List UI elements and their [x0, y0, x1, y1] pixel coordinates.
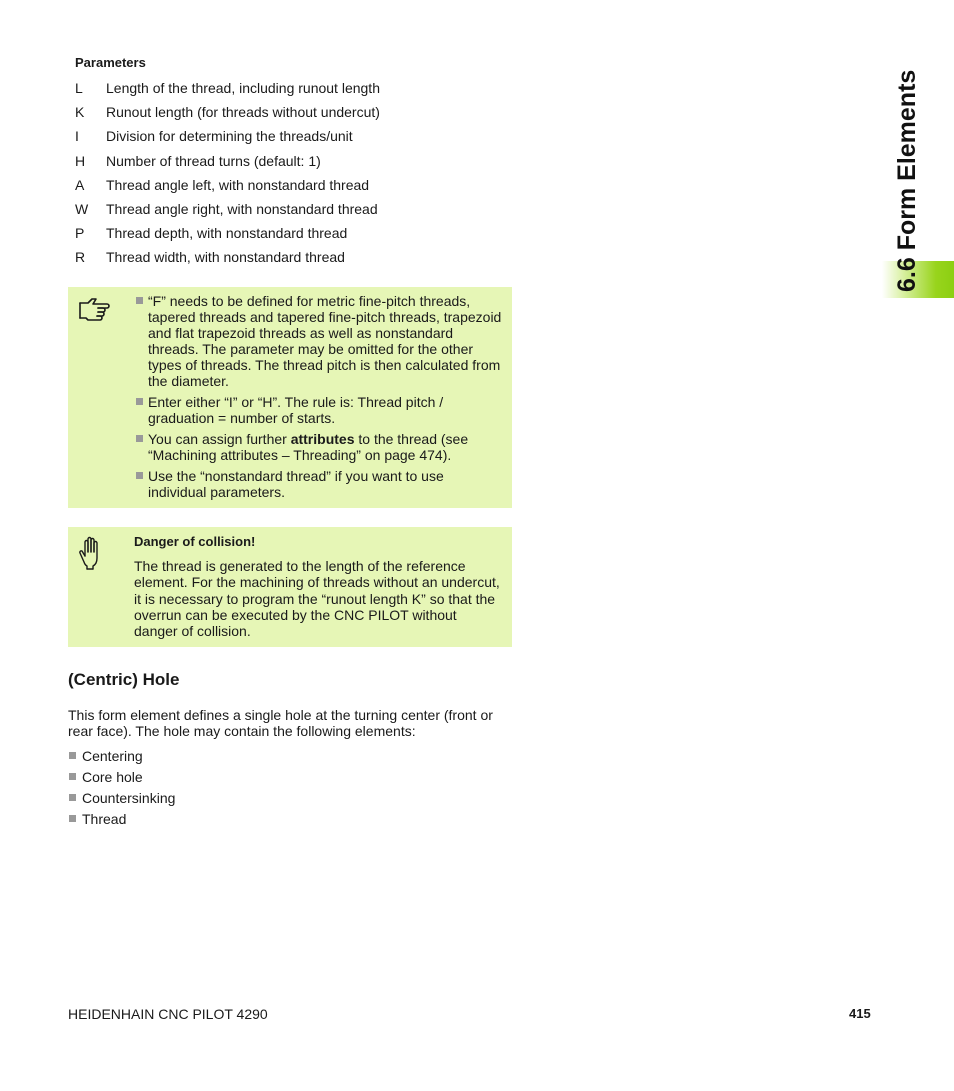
parameter-description: Runout length (for threads without undercut) — [106, 104, 380, 121]
danger-box — [68, 527, 512, 647]
note-item: Enter either “I” or “H”. The rule is: Thread pitch / graduation = number of starts. — [134, 394, 504, 426]
note-item — [134, 431, 504, 463]
parameter-row-a — [75, 173, 515, 197]
parameter-key: A — [75, 176, 85, 193]
parameter-row-i — [75, 124, 515, 148]
parameter-description: Thread angle left, with nonstandard thread — [106, 176, 370, 193]
parameter-description: Thread depth, with nonstandard thread — [106, 225, 348, 242]
parameter-description: Length of the thread, including runout length — [106, 80, 380, 97]
parameter-row-r — [75, 245, 515, 269]
list-item: Thread — [68, 811, 175, 832]
pointing-hand-icon — [78, 295, 110, 323]
note-item-text: to the thread (see “Machining attributes – Threading” on page 474). — [148, 431, 469, 463]
parameters-heading: Parameters — [75, 55, 146, 70]
section-heading: (Centric) Hole — [68, 670, 180, 689]
list-item: Countersinking — [68, 790, 175, 811]
note-item-bold-term: attributes — [290, 431, 355, 447]
parameter-key: P — [75, 225, 85, 242]
note-box — [68, 287, 512, 508]
raised-hand-icon — [79, 536, 101, 570]
note-list — [134, 293, 504, 505]
parameter-key: R — [75, 249, 86, 266]
parameter-row-h — [75, 149, 515, 173]
page-number: 415 — [849, 1006, 871, 1021]
parameter-list — [75, 76, 515, 270]
note-item-text: You can assign further — [148, 431, 291, 447]
parameter-key: L — [75, 80, 83, 97]
parameter-description: Number of thread turns (default: 1) — [106, 152, 321, 169]
parameter-row-p — [75, 221, 515, 245]
parameter-key: W — [75, 201, 89, 218]
parameter-key: H — [75, 152, 86, 169]
list-item: Centering — [68, 748, 175, 769]
parameter-row-k — [75, 100, 515, 124]
danger-title: Danger of collision! — [134, 534, 256, 549]
parameter-key: I — [75, 128, 79, 145]
chapter-tab-title: 6.6 Form Elements — [893, 69, 921, 292]
parameter-description: Division for determining the threads/unit — [106, 128, 353, 145]
hole-elements-list — [68, 748, 175, 832]
footer-product-name: HEIDENHAIN CNC PILOT 4290 — [68, 1006, 268, 1022]
note-item: “F” needs to be defined for metric fine-pitch threads, tapered threads and tapered fine-pitch threads, trapezoid and flat trapezoid threads as well as nonstandard threads. The parameter may be omitted for the other types of threads. The thread pitch is then calculated from the diameter. — [134, 293, 504, 389]
parameter-description: Thread width, with nonstandard thread — [106, 249, 345, 266]
parameter-key: K — [75, 104, 85, 121]
parameter-row-w — [75, 197, 515, 221]
parameter-row-l — [75, 76, 515, 100]
list-item: Core hole — [68, 769, 175, 790]
parameter-description: Thread angle right, with nonstandard thread — [106, 201, 378, 218]
section-intro: This form element defines a single hole at the turning center (front or rear face). The hole may contain the following elements: — [68, 707, 493, 740]
note-item: Use the “nonstandard thread” if you want to use individual parameters. — [134, 468, 504, 500]
danger-text: The thread is generated to the length of the reference element. For the machining of threads without an undercut, it is necessary to program the “runout length K” so that the overrun can be executed by the CNC PILOT without danger of collision. — [134, 558, 500, 640]
